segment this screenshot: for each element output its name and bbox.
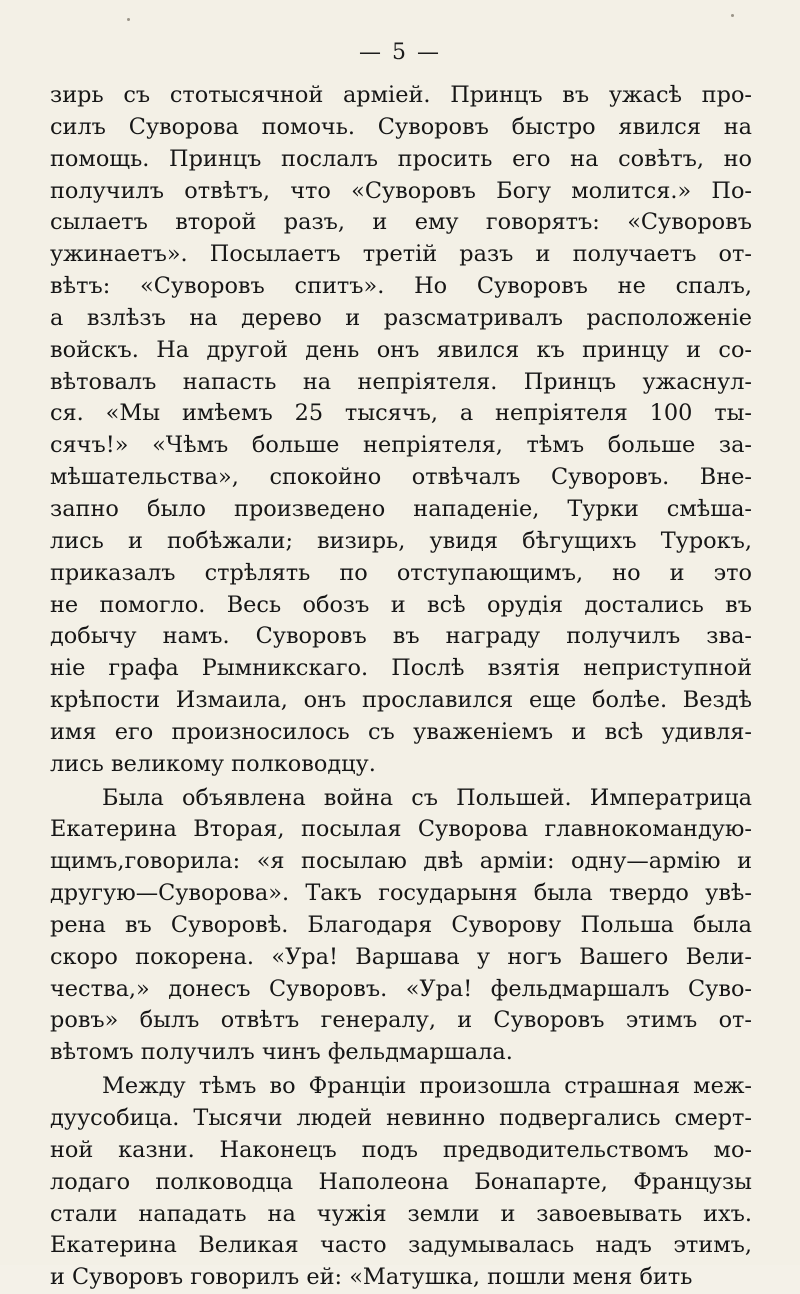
text-line: рена въ Суворовѣ. Благодаря Суворову Польша была [50,911,752,938]
text-line: крѣпости Измаила, онъ прославился еще болѣе. Вездѣ [50,687,752,714]
page-number: — 5 — [359,40,441,65]
text-line: вѣтъ: «Суворовъ спитъ». Но Суворовъ не спалъ, [50,273,752,300]
text-line: добычу намъ. Суворовъ въ награду получилъ зва- [50,623,752,650]
text-line: вѣтомъ получилъ чинъ фельдмаршала. [50,1039,513,1066]
text-line: ся. «Мы имѣемъ 25 тысячъ, а непріятеля 100 ты- [50,400,752,427]
text-line: имя его произносилось съ уваженіемъ и всѣ удивля- [50,718,752,745]
paragraph [50,1071,752,1294]
text-line: получилъ отвѣтъ, что «Суворовъ Богу молится.» По- [50,177,752,204]
text-line: вѣтовалъ напасть на непріятеля. Принцъ ужаснул- [50,368,752,395]
text-line: сячъ!» «Чѣмъ больше непріятеля, тѣмъ больше за- [50,432,752,459]
text-line: а взлѣзъ на дерево и разсматривалъ расположеніе [50,304,752,331]
text-line: Между тѣмъ во Франціи произошла страшная меж- [102,1073,752,1100]
paper-speck [731,14,734,17]
text-line: Екатерина Вторая, посылая Суворова главнокомандую- [50,816,752,843]
text-line: мѣшательства», спокойно отвѣчалъ Суворовъ. Вне- [50,464,752,491]
text-line: и Суворовъ говорилъ ей: «Матушка, пошли меня бить [50,1264,693,1291]
text-line: лись великому полководцу. [50,750,376,777]
paper-speck [127,18,130,21]
paragraph [50,783,752,1070]
text-line: приказалъ стрѣлять по отступающимъ, но и это [50,559,752,586]
text-line: скоро покорена. «Ура! Варшава у ногъ Вашего Вели- [50,943,752,970]
body-text [50,80,752,1294]
text-line: Екатерина Великая часто задумывалась надъ этимъ, [50,1232,752,1259]
text-line: сылаетъ второй разъ, и ему говорятъ: «Суворовъ [50,209,752,236]
text-line: зирь съ стотысячной арміей. Принцъ въ ужасѣ про- [50,82,752,108]
text-line: щимъ,говорила: «я посылаю двѣ арміи: одну—армію и [50,848,752,875]
text-line: ровъ» былъ отвѣтъ генералу, и Суворовъ этимъ от- [50,1007,752,1034]
text-line: ной казни. Наконецъ подъ предводительствомъ мо- [50,1136,752,1163]
text-line: силъ Суворова помочь. Суворовъ быстро явился на [50,113,752,140]
text-line: лодаго полководца Наполеона Бонапарте, Французы [50,1168,752,1195]
text-line: Была объявлена война съ Польшей. Императрица [102,784,752,811]
text-line: чества,» донесъ Суворовъ. «Ура! фельдмаршалъ Суво- [50,975,752,1002]
text-line: войскъ. На другой день онъ явился къ принцу и со- [50,336,752,363]
text-line: лись и побѣжали; визирь, увидя бѣгущихъ Турокъ, [50,527,752,554]
text-line: дуусобица. Тысячи людей невинно подвергались смерт- [50,1105,752,1131]
paragraph [50,80,752,781]
text-line: помощь. Принцъ послалъ просить его на совѣтъ, но [50,145,752,172]
text-line: другую—Суворова». Такъ государыня была твердо увѣ- [50,880,752,907]
text-line: ніе графа Рымникскаго. Послѣ взятія неприступной [50,655,752,682]
text-line: ужинаетъ». Посылаетъ третій разъ и получаетъ от- [50,241,752,268]
text-line: не помогло. Весь обозъ и всѣ орудія достались въ [50,591,752,618]
text-line: стали нападать на чужія земли и завоевывать ихъ. [50,1200,752,1227]
text-line: запно было произведено нападеніе, Турки смѣша- [50,495,752,522]
